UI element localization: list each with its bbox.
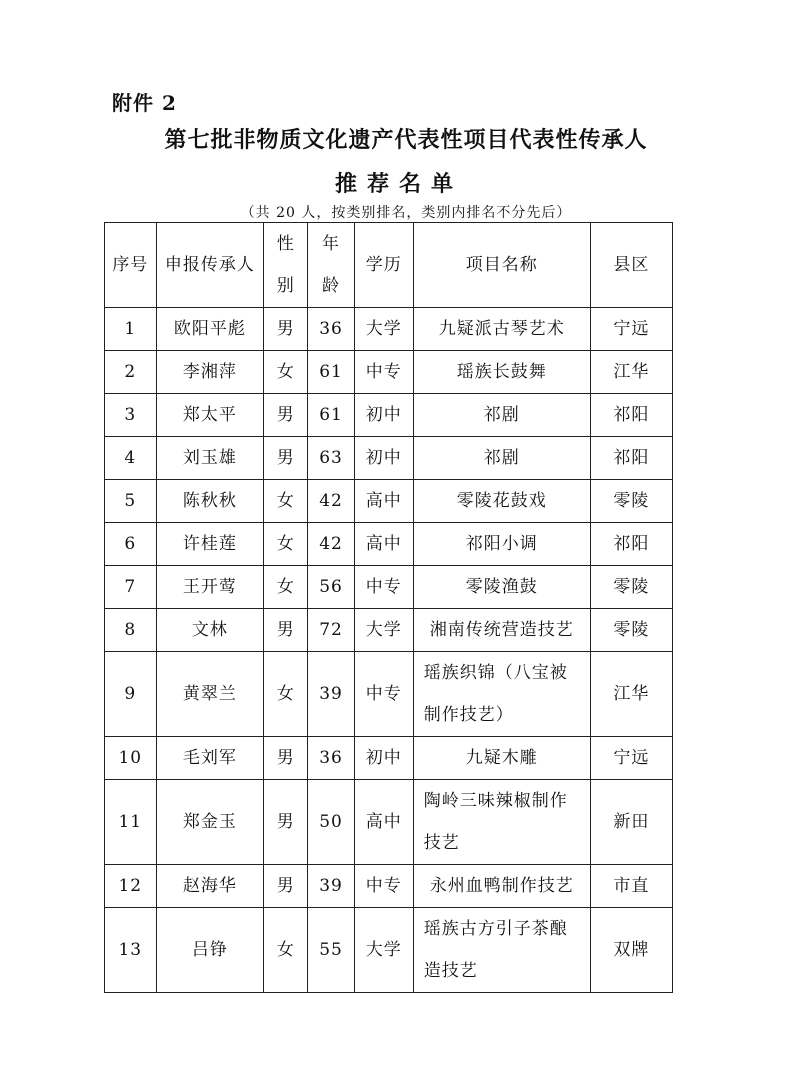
cell-no: 8: [105, 609, 157, 652]
table-row: [105, 308, 673, 351]
cell-sex: 女: [264, 652, 308, 737]
cell-age: 39: [308, 865, 354, 908]
cell-county: 宁远: [590, 737, 672, 780]
cell-county: 零陵: [590, 566, 672, 609]
cell-county: 祁阳: [590, 437, 672, 480]
cell-name: 吕铮: [156, 908, 263, 993]
cell-sex: 女: [264, 523, 308, 566]
cell-sex: 女: [264, 480, 308, 523]
cell-sex: 男: [264, 737, 308, 780]
cell-education: 中专: [354, 652, 413, 737]
cell-education: 高中: [354, 480, 413, 523]
table-row: [105, 437, 673, 480]
header-age: 年龄: [308, 223, 354, 308]
cell-sex: 男: [264, 308, 308, 351]
cell-education: 高中: [354, 523, 413, 566]
header-project: 项目名称: [413, 223, 590, 308]
table-row: [105, 908, 673, 993]
cell-county: 零陵: [590, 609, 672, 652]
table-row: [105, 865, 673, 908]
cell-no: 2: [105, 351, 157, 394]
cell-age: 36: [308, 737, 354, 780]
cell-county: 江华: [590, 652, 672, 737]
table-row: [105, 780, 673, 865]
cell-no: 5: [105, 480, 157, 523]
cell-project: 瑶族长鼓舞: [413, 351, 590, 394]
cell-education: 初中: [354, 437, 413, 480]
cell-name: 赵海华: [156, 865, 263, 908]
cell-sex: 男: [264, 780, 308, 865]
table-row: [105, 737, 673, 780]
cell-project: 祁阳小调: [413, 523, 590, 566]
cell-county: 江华: [590, 351, 672, 394]
cell-name: 郑太平: [156, 394, 263, 437]
cell-education: 初中: [354, 737, 413, 780]
document-title: 第七批非物质文化遗产代表性项目代表性传承人: [164, 127, 648, 153]
cell-age: 72: [308, 609, 354, 652]
cell-education: 大学: [354, 609, 413, 652]
cell-name: 黄翠兰: [156, 652, 263, 737]
header-no: 序号: [105, 223, 157, 308]
table-row: [105, 480, 673, 523]
cell-age: 55: [308, 908, 354, 993]
cell-education: 大学: [354, 908, 413, 993]
cell-county: 新田: [590, 780, 672, 865]
document-subtitle: 推荐名单: [334, 171, 463, 197]
table-row: [105, 566, 673, 609]
cell-education: 初中: [354, 394, 413, 437]
cell-project: 湘南传统营造技艺: [413, 609, 590, 652]
cell-no: 4: [105, 437, 157, 480]
header-county: 县区: [590, 223, 672, 308]
cell-sex: 男: [264, 609, 308, 652]
cell-education: 中专: [354, 566, 413, 609]
cell-name: 刘玉雄: [156, 437, 263, 480]
cell-name: 许桂莲: [156, 523, 263, 566]
cell-no: 12: [105, 865, 157, 908]
cell-name: 毛刘军: [156, 737, 263, 780]
cell-project: 九疑木雕: [413, 737, 590, 780]
cell-project: 九疑派古琴艺术: [413, 308, 590, 351]
cell-education: 高中: [354, 780, 413, 865]
cell-project: 零陵渔鼓: [413, 566, 590, 609]
table-row: [105, 609, 673, 652]
cell-sex: 女: [264, 566, 308, 609]
cell-project: 祁剧: [413, 437, 590, 480]
cell-no: 6: [105, 523, 157, 566]
cell-age: 50: [308, 780, 354, 865]
cell-county: 祁阳: [590, 394, 672, 437]
cell-sex: 女: [264, 351, 308, 394]
cell-sex: 男: [264, 437, 308, 480]
cell-county: 双牌: [590, 908, 672, 993]
inheritor-table: [104, 222, 673, 993]
header-sex: 性别: [264, 223, 308, 308]
cell-no: 1: [105, 308, 157, 351]
cell-project: 瑶族织锦（八宝被制作技艺）: [413, 652, 590, 737]
cell-age: 63: [308, 437, 354, 480]
cell-project: 永州血鸭制作技艺: [413, 865, 590, 908]
cell-sex: 男: [264, 865, 308, 908]
cell-name: 王开莺: [156, 566, 263, 609]
cell-age: 61: [308, 351, 354, 394]
cell-county: 市直: [590, 865, 672, 908]
cell-no: 7: [105, 566, 157, 609]
cell-project: 零陵花鼓戏: [413, 480, 590, 523]
cell-project: 祁剧: [413, 394, 590, 437]
cell-age: 42: [308, 480, 354, 523]
cell-education: 中专: [354, 865, 413, 908]
document-note: （共 20 人，按类别排名，类别内排名不分先后）: [240, 205, 572, 221]
cell-county: 零陵: [590, 480, 672, 523]
cell-no: 3: [105, 394, 157, 437]
cell-no: 10: [105, 737, 157, 780]
cell-name: 文林: [156, 609, 263, 652]
cell-no: 13: [105, 908, 157, 993]
cell-name: 李湘萍: [156, 351, 263, 394]
table-row: [105, 652, 673, 737]
cell-no: 9: [105, 652, 157, 737]
cell-name: 郑金玉: [156, 780, 263, 865]
cell-county: 宁远: [590, 308, 672, 351]
header-name: 申报传承人: [156, 223, 263, 308]
cell-age: 42: [308, 523, 354, 566]
cell-county: 祁阳: [590, 523, 672, 566]
cell-no: 11: [105, 780, 157, 865]
header-education: 学历: [354, 223, 413, 308]
cell-name: 陈秋秋: [156, 480, 263, 523]
cell-age: 36: [308, 308, 354, 351]
attachment-label: 附件 2: [112, 91, 177, 115]
table-row: [105, 394, 673, 437]
cell-project: 陶岭三味辣椒制作技艺: [413, 780, 590, 865]
cell-education: 中专: [354, 351, 413, 394]
cell-age: 61: [308, 394, 354, 437]
table-row: [105, 351, 673, 394]
table-header-row: [105, 223, 673, 308]
cell-sex: 男: [264, 394, 308, 437]
cell-sex: 女: [264, 908, 308, 993]
cell-education: 大学: [354, 308, 413, 351]
cell-age: 56: [308, 566, 354, 609]
table-row: [105, 523, 673, 566]
cell-age: 39: [308, 652, 354, 737]
cell-name: 欧阳平彪: [156, 308, 263, 351]
cell-project: 瑶族古方引子茶酿造技艺: [413, 908, 590, 993]
